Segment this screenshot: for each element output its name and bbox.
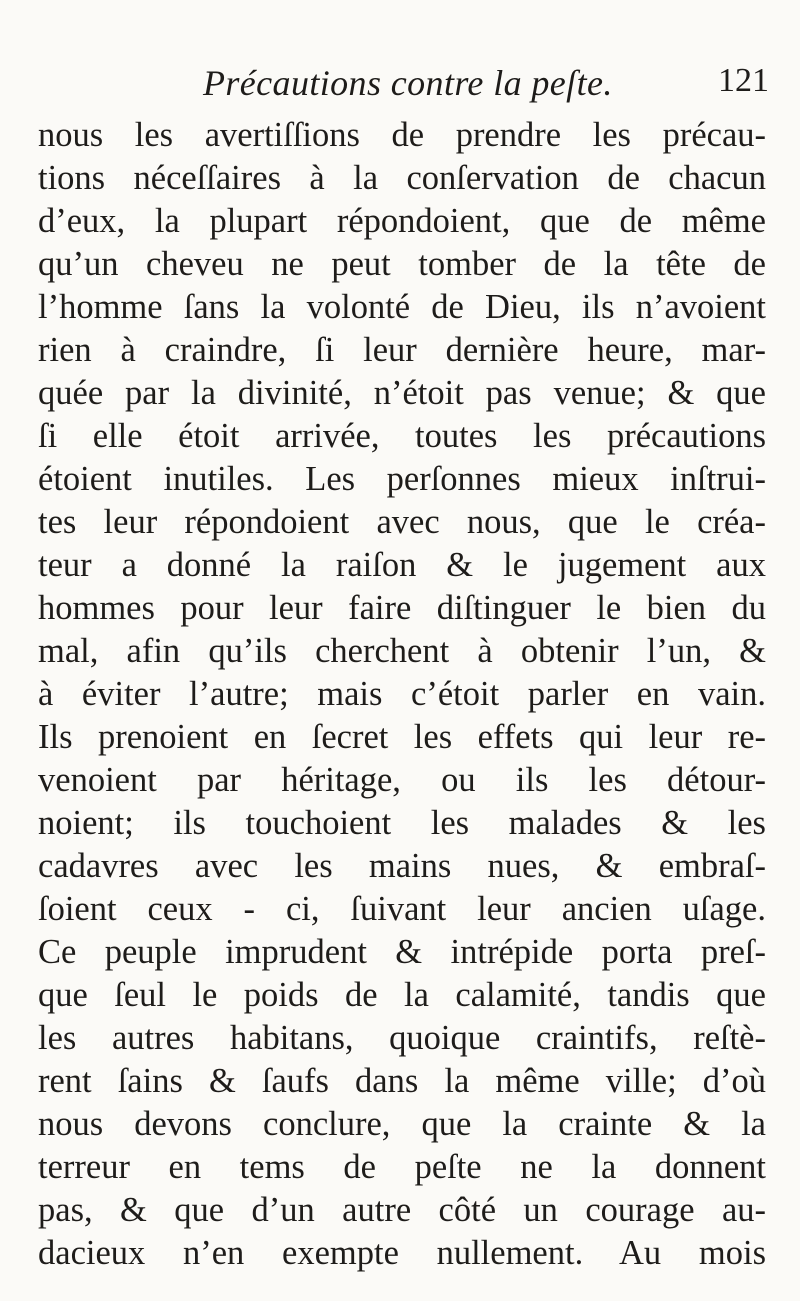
text-line-26: pas, & que d’un autre côté un courage au- [38,1191,766,1229]
running-title: Précautions contre la peſte. [203,63,613,103]
page-number: 121 [718,62,769,99]
text-line-18: cadavres avec les mains nues, & embraſ- [38,847,766,885]
text-line-9: étoient inutiles. Les perſonnes mieux inſtrui- [38,460,766,498]
text-line-4: qu’un cheveu ne peut tomber de la tête de [38,245,766,283]
text-line-1: nous les avertiſſions de prendre les précau- [38,116,766,154]
text-line-8: ſi elle étoit arrivée, toutes les précautions [38,417,766,455]
text-line-5: l’homme ſans la volonté de Dieu, ils n’avoient [38,288,766,326]
text-line-25: terreur en tems de peſte ne la donnent [38,1148,766,1186]
text-line-11: teur a donné la raiſon & le jugement aux [38,546,766,584]
text-line-13: mal, afin qu’ils cherchent à obtenir l’un, & [38,632,766,670]
text-line-3: d’eux, la plupart répondoient, que de même [38,202,766,240]
text-line-20: Ce peuple imprudent & intrépide porta preſ- [38,933,766,971]
text-line-22: les autres habitans, quoique craintifs, reſtè- [38,1019,766,1057]
text-line-17: noient; ils touchoient les malades & les [38,804,766,842]
text-line-12: hommes pour leur faire diſtinguer le bien du [38,589,766,627]
text-line-24: nous devons conclure, que la crainte & la [38,1105,766,1143]
text-line-16: venoient par héritage, ou ils les détour- [38,761,766,799]
text-line-6: rien à craindre, ſi leur dernière heure, mar- [38,331,766,369]
text-line-27: dacieux n’en exempte nullement. Au mois [38,1234,766,1272]
text-line-21: que ſeul le poids de la calamité, tandis que [38,976,766,1014]
text-line-7: quée par la divinité, n’étoit pas venue; & que [38,374,766,412]
text-line-23: rent ſains & ſaufs dans la même ville; d’où [38,1062,766,1100]
running-head [0,62,800,112]
text-line-19: ſoient ceux - ci, ſuivant leur ancien uſage. [38,890,766,928]
text-line-14: à éviter l’autre; mais c’étoit parler en vain. [38,675,766,713]
text-line-2: tions néceſſaires à la conſervation de chacun [38,159,766,197]
text-line-10: tes leur répondoient avec nous, que le créa- [38,503,766,541]
text-line-15: Ils prenoient en ſecret les effets qui leur re- [38,718,766,756]
